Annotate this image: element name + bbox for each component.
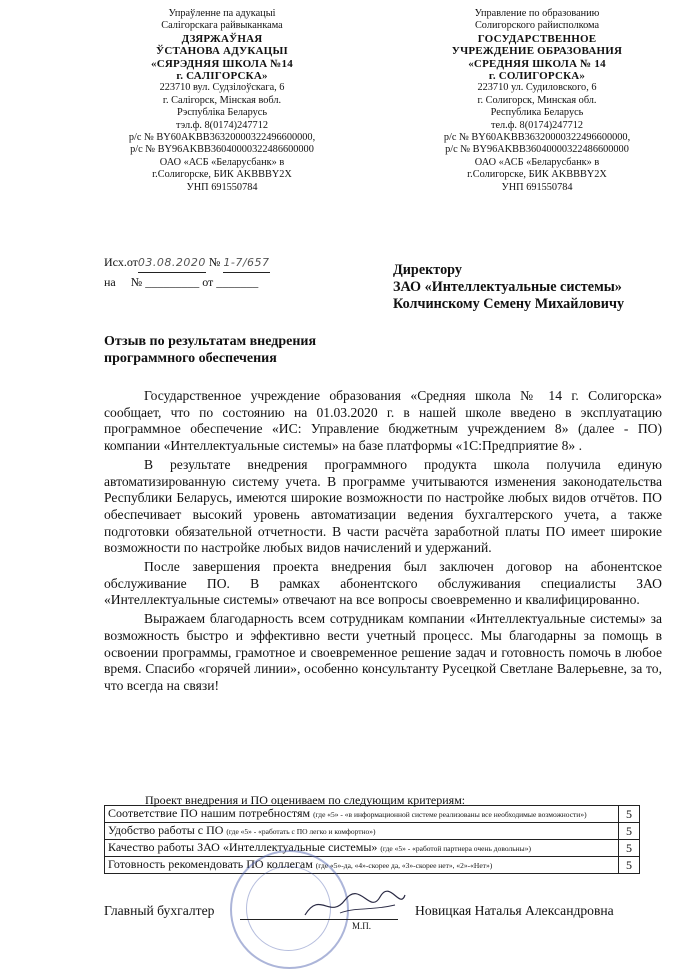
criteria-table [104,805,640,874]
subject-line: программного обеспечения [104,351,277,366]
header-line: ОАО «АСБ «Беларусбанк» в [159,156,285,168]
criterion-cell [105,857,619,874]
header-line: р/с № BY60AKBB36320000322496600000, [128,132,316,144]
header-line: тэл.ф. 8(0174)247712 [175,119,268,131]
criterion-label: Удобство работы с ПО [108,823,224,837]
header-line: г. САЛІГОРСКА» [176,70,268,83]
header-line: Солигорского райисполкома [474,20,600,32]
criterion-cell [105,840,619,857]
seal-place-label: М.П. [352,921,372,931]
criterion-score: 5 [619,840,640,857]
header-line: р/с № BY96AKBB36040000322486600000 [445,144,629,156]
header-line: р/с № BY60AKBB36320000322496600000, [443,132,631,144]
header-line: Республика Беларусь [490,107,584,119]
table-row [105,840,640,857]
criterion-note: (где «5» - «работой партнера очень довольны») [380,844,531,853]
subject-heading [104,333,374,367]
no-label: № [208,255,221,269]
table-row [105,806,640,823]
header-line: г.Солигорске, БИК AKBBBY2X [152,169,292,181]
subject-line: Отзыв по результатам внедрения [104,334,317,349]
header-line: тел.ф. 8(0174)247712 [490,119,584,131]
criterion-score: 5 [619,857,640,874]
out-number-handwritten: 1-7/657 [223,254,269,273]
criterion-score: 5 [619,806,640,823]
header-line: «СРЕДНЯЯ ШКОЛА № 14 [468,57,606,70]
header-line: р/с № BY96AKBB36040000322486600000 [130,144,314,156]
letter-body [104,388,662,695]
header-line: г. Салігорск, Мінская вобл. [162,94,282,106]
signatory-title: Главный бухгалтер [104,903,215,918]
criterion-note: (где «5» - «в информационной системе реализованы все необходимые возможности») [313,810,587,819]
criterion-cell [105,823,619,840]
header-right-russian [422,8,652,194]
addressee-title: Директору [393,262,462,278]
header-line: Рэспубліка Беларусь [176,107,268,119]
header-line: Управление по образованию [474,8,600,19]
criterion-score: 5 [619,823,640,840]
criterion-label: Соответствие ПО нашим потребностям [108,806,311,820]
body-paragraph: Государственное учреждение образования «Средняя школа № 14 г. Солигорска» сообщает, что по состоянию на 01.03.2020 г. в нашей школе введено в эксплуатацию программное обеспечение «ИС: Управление бюджетным учреждением 8» (далее - ПО) компании «Интеллектуальные системы» на базе платформы «1С:Предприятие 8» . [104,388,662,454]
outgoing-reference [104,253,270,291]
header-line: Салігорскага райвыканкама [161,20,283,32]
header-line: УНП 691550784 [501,181,573,193]
header-line: 223710 ул. Судиловского, 6 [477,82,597,94]
criterion-cell [105,806,619,823]
in-number: № _________ [130,275,200,289]
header-line: г. СОЛИГОРСКА» [488,70,586,83]
header-line: ЎСТАНОВА АДУКАЦЫІ [156,45,288,58]
criterion-label: Готовность рекомендовать ПО коллегам [108,857,313,871]
header-line: «СЯРЭДНЯЯ ШКОЛА №14 [151,57,293,70]
out-date-handwritten: 03.08.2020 [138,254,206,273]
criteria-intro: Проект внедрения и ПО оцениваем по следующим критериям: [145,793,466,807]
body-paragraph: В результате внедрения программного продукта школа получила единую автоматизированную систему учета. В программе учитываются изменения законодательства Республики Беларусь, имеются широкие возможности по настройке любых видов отчётов. ПО обеспечивает высокий уровень автоматизации ведения бухгалтерского учета, а также подготовки обязательной отчетности. В части расчёта заработной платы ПО имеет широкие возможности по настройке любых видов начислений и удержаний. [104,456,662,556]
header-line: г.Солигорске, БИК AKBBBY2X [467,169,607,181]
addressee-name: Колчинскому Семену Михайловичу [393,296,625,312]
out-label: Исх.от [104,255,138,269]
header-line: УНП 691550784 [186,181,258,193]
header-left-belarusian [107,8,337,194]
criterion-note: (где «5»-да, «4»-скорее да, «3»-скорее нет», «2»-«Нет») [315,861,493,870]
header-line: ДЗЯРЖАЎНАЯ [181,32,263,45]
table-row [105,823,640,840]
criterion-label: Качество работы ЗАО «Интеллектуальные системы» [108,840,378,854]
body-paragraph: После завершения проекта внедрения был заключен договор на абонентское обслуживание ПО. В рамках абонентского обслуживания специалисты ЗАО «Интеллектуальные системы» отвечают на все вопросы своевременно и квалифицированно. [104,559,662,608]
addressee-company: ЗАО «Интеллектуальные системы» [393,279,622,295]
body-paragraph: Выражаем благодарность всем сотрудникам компании «Интеллектуальные системы» за возможность быстро и эффективно вести учетный процесс. Мы благодарны за помощь в освоении программы, грамотное и своевременное решение задач и готовность помочь в любое время. Спасибо «горячей линии», особенно консультанту Русецкой Светлане Валерьевне, за то, что всегда на связи! [104,611,662,693]
in-prefix: на [104,275,116,289]
signature-line [240,919,398,920]
header-line: 223710 вул. Судзілоўскага, 6 [159,82,285,94]
header-line: ГОСУДАРСТВЕННОЕ [477,32,597,45]
header-line: г. Солигорск, Минская обл. [477,94,597,106]
header-line: УЧРЕЖДЕНИЕ ОБРАЗОВАНИЯ [451,45,623,58]
criterion-note: (где «5» - «работать с ПО легко и комфортно») [226,827,376,836]
signatory-name: Новицкая Наталья Александровна [415,903,614,918]
addressee-block [393,262,624,313]
header-line: ОАО «АСБ «Беларусбанк» в [474,156,600,168]
in-date: от _______ [202,275,259,289]
header-line: Упраўленне па адукацыі [168,8,276,19]
table-row [105,857,640,874]
